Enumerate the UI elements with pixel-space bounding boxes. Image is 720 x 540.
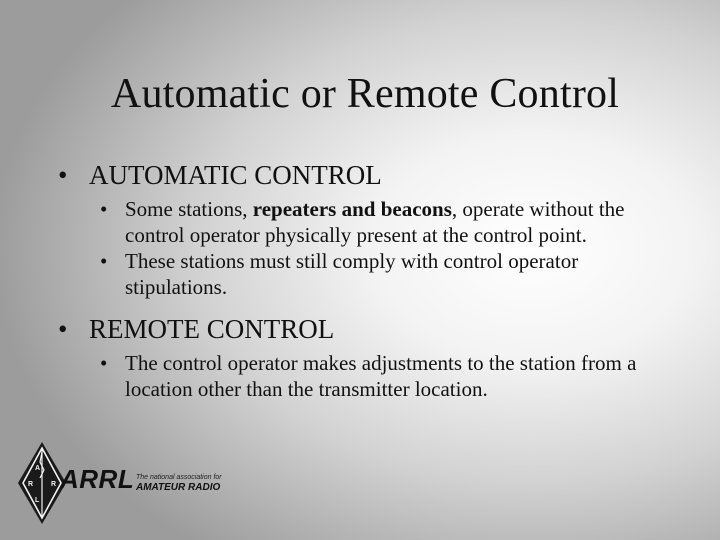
- sub-bullet-icon: •: [100, 249, 108, 273]
- slide-title: Automatic or Remote Control: [110, 71, 620, 117]
- bullet-icon: •: [58, 314, 68, 344]
- diamond-letter: R: [51, 481, 57, 488]
- sub-bullet-text-bold: repeaters and beacons: [252, 197, 452, 221]
- sub-bullet-icon: •: [100, 197, 108, 221]
- diamond-letter: R: [28, 481, 34, 488]
- logo-tagline: The national association for: [136, 474, 222, 481]
- sub-bullet-icon: •: [100, 351, 108, 375]
- sub-bullet-text: These stations must still comply with control operator stipulations.: [125, 249, 579, 299]
- sub-bullet-list: [58, 196, 688, 300]
- bullet-list: [58, 158, 688, 414]
- sub-bullet-list: [58, 350, 688, 402]
- bullet-icon: •: [58, 160, 68, 190]
- section-heading-automatic: [58, 158, 688, 192]
- logo-tagline-bold: AMATEUR RADIO: [136, 482, 221, 493]
- sub-bullet-item: [100, 248, 670, 300]
- diamond-letter: L: [35, 497, 40, 504]
- section-heading-text: REMOTE CONTROL: [89, 314, 335, 344]
- sub-bullet-item: [100, 196, 670, 248]
- diamond-letter: A: [35, 465, 41, 472]
- arrl-wordmark: ARRL: [60, 464, 135, 494]
- sub-bullet-text-tail: , operate without the control operator physically present at the control point.: [125, 197, 625, 247]
- sub-bullet-item: [100, 350, 670, 402]
- sub-bullet-text: The control operator makes adjustments to the station from a location other than the transmitter location.: [125, 351, 637, 401]
- sub-bullet-text-lead: Some stations,: [125, 197, 253, 221]
- section-heading-remote: [58, 312, 688, 346]
- arrl-logo: [16, 440, 256, 526]
- section-heading-text: AUTOMATIC CONTROL: [89, 160, 382, 190]
